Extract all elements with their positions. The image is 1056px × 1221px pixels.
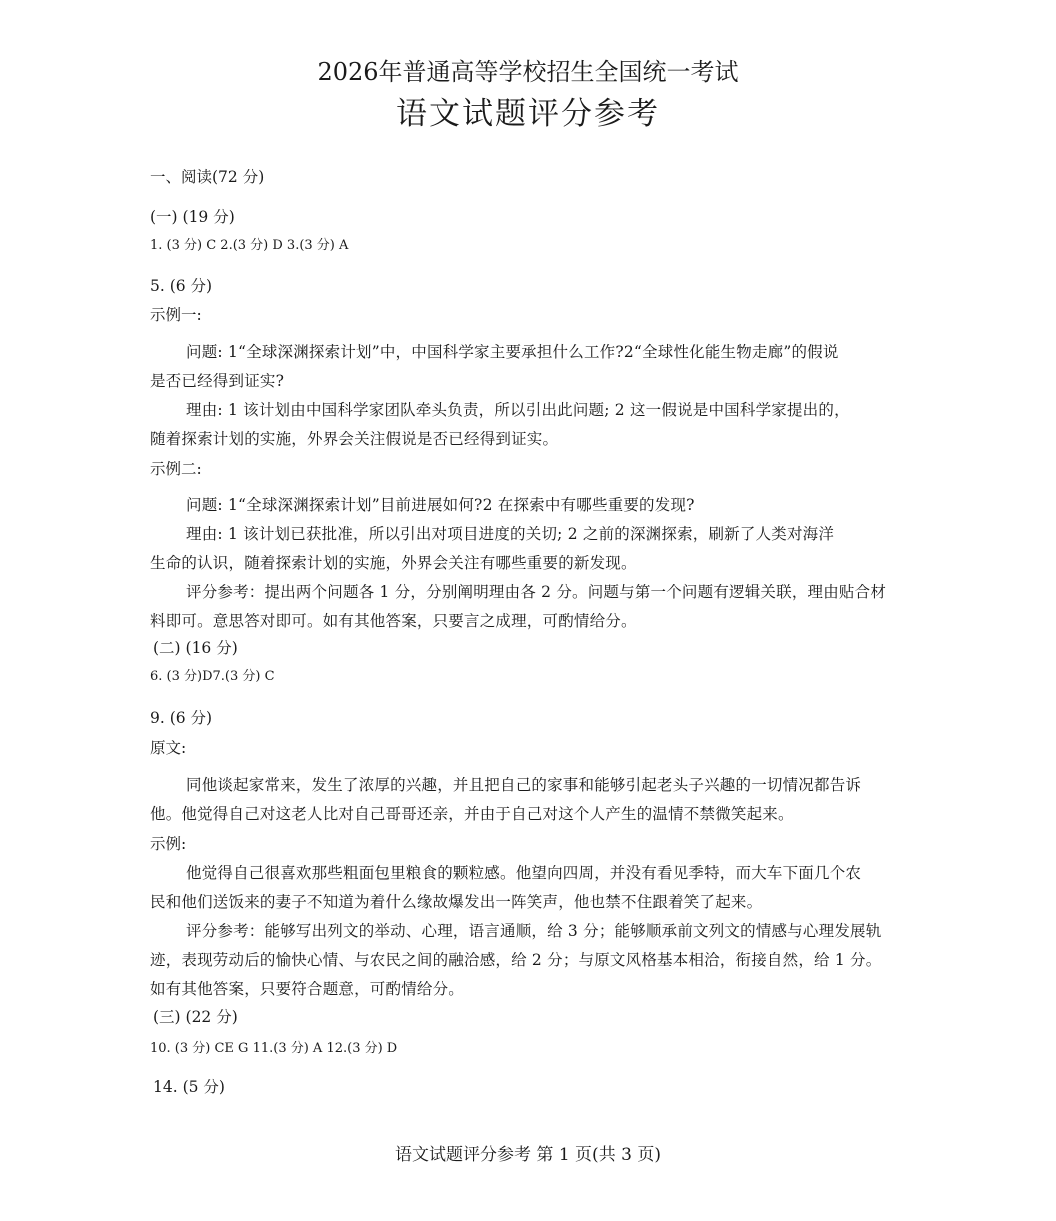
part2-answers: 6. (3 分)D7.(3 分) C [150, 669, 275, 684]
part3-heading: (三) (22 分) [153, 1008, 238, 1026]
q14-heading: 14. (5 分) [153, 1078, 225, 1096]
document-subtitle: 语文试题评分参考 [396, 96, 660, 132]
part1-answers: 1. (3 分) C 2.(3 分) D 3.(3 分) A [150, 238, 349, 253]
q9-scoring-line1: 评分参考：能够写出列文的举动、心理，语言通顺，给 3 分；能够顺承前文列文的情感与心理发展轨 [186, 922, 882, 940]
q9-original-label: 原文: [150, 739, 187, 757]
part3-answers: 10. (3 分) CE G 11.(3 分) A 12.(3 分) D [150, 1041, 398, 1056]
q5-example1-label: 示例一: [150, 306, 202, 324]
part2-heading: (二) (16 分) [153, 639, 238, 657]
q9-heading: 9. (6 分) [150, 709, 213, 727]
q5-ex1-reason-line2: 随着探索计划的实施，外界会关注假说是否已经得到证实。 [150, 430, 559, 448]
exam-title: 2026年普通高等学校招生全国统一考试 [317, 58, 739, 86]
q9-original-line1: 同他谈起家常来，发生了浓厚的兴趣，并且把自己的家事和能够引起老头子兴趣的一切情况都告诉 [186, 776, 862, 794]
q5-scoring-line1: 评分参考：提出两个问题各 1 分，分别阐明理由各 2 分。问题与第一个问题有逻辑关联，理由贴合材 [186, 583, 887, 601]
q5-ex2-reason-line2: 生命的认识，随着探索计划的实施，外界会关注有哪些重要的新发现。 [150, 554, 637, 572]
q5-example2-label: 示例二: [150, 460, 202, 478]
q9-example-label: 示例: [150, 835, 187, 853]
page-footer: 语文试题评分参考 第 1 页(共 3 页) [395, 1145, 661, 1165]
q5-scoring-line2: 料即可。意思答对即可。如有其他答案，只要言之成理，可酌情给分。 [150, 612, 637, 630]
q5-heading: 5. (6 分) [150, 277, 213, 295]
q5-ex1-question-line1: 问题: 1“全球深渊探索计划”中，中国科学家主要承担什么工作?2“全球性化能生物走廊”的假说 [186, 343, 839, 361]
q5-ex1-reason-line1: 理由: 1 该计划由中国科学家团队牵头负责，所以引出此问题; 2 这一假说是中国科学家提出的， [186, 401, 850, 419]
q9-example-line1: 他觉得自己很喜欢那些粗面包里粮食的颗粒感。他望向四周，并没有看见季特，而大车下面几个农 [186, 864, 862, 882]
q9-scoring-line2: 迹，表现劳动后的愉快心情、与农民之间的融洽感，给 2 分；与原文风格基本相洽，衔接自然，给 1 分。 [150, 951, 882, 969]
q9-example-line2: 民和他们送饭来的妻子不知道为着什么缘故爆发出一阵笑声，他也禁不住跟着笑了起来。 [150, 893, 763, 911]
q9-scoring-line3: 如有其他答案，只要符合题意，可酌情给分。 [150, 980, 465, 998]
q5-ex1-question-line2: 是否已经得到证实? [150, 372, 285, 390]
part1-heading: (一) (19 分) [150, 208, 235, 226]
section-reading-heading: 一、阅读(72 分) [150, 168, 265, 186]
q5-ex2-reason-line1: 理由: 1 该计划已获批准，所以引出对项目进度的关切; 2 之前的深渊探索，刷新了人类对海洋 [186, 525, 835, 543]
q5-ex2-question: 问题: 1“全球深渊探索计划”目前进展如何?2 在探索中有哪些重要的发现? [186, 496, 695, 514]
q9-original-line2: 他。他觉得自己对这老人比对自己哥哥还亲，并由于自己对这个人产生的温情不禁微笑起来。 [150, 805, 794, 823]
